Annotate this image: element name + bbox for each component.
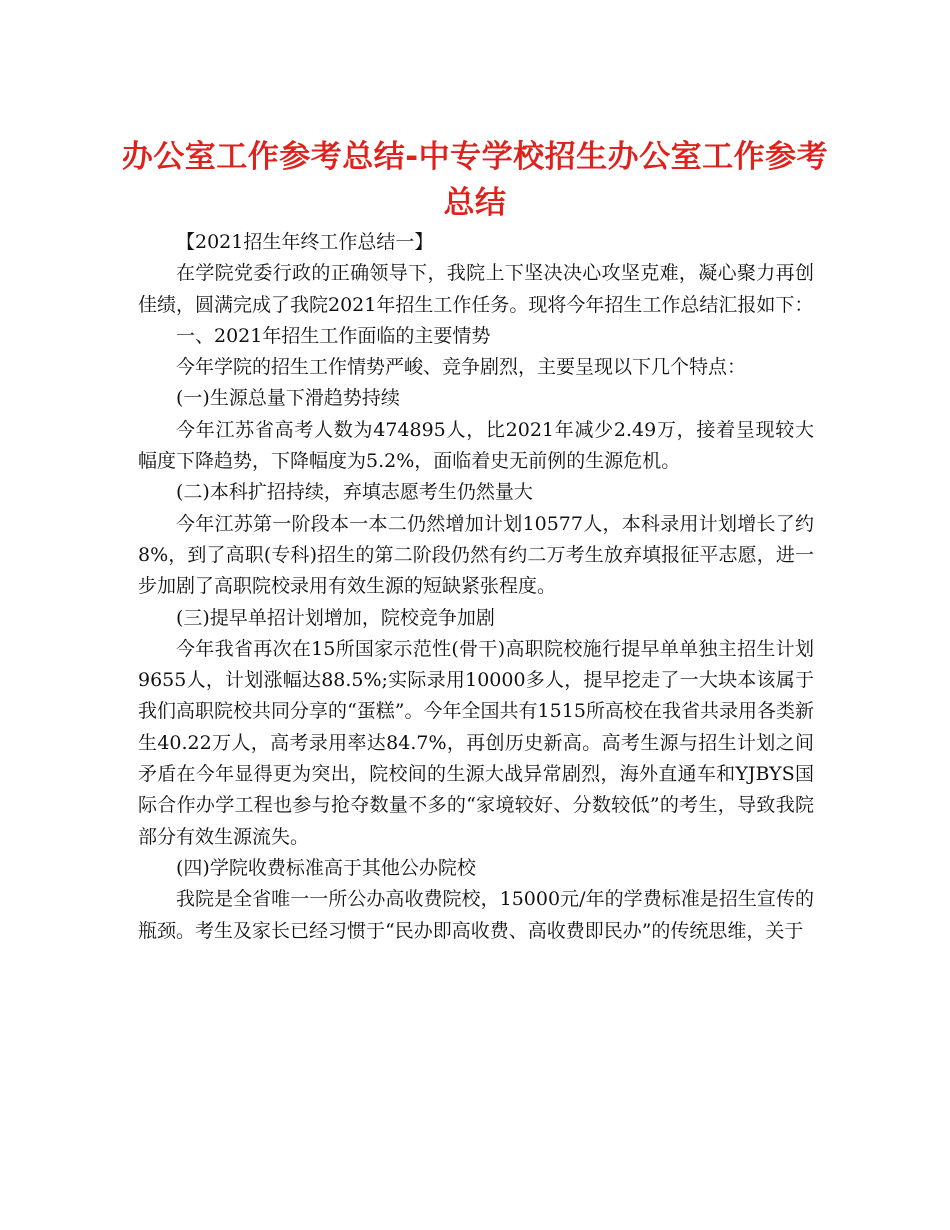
paragraph: 今年我省再次在15所国家示范性(骨干)高职院校施行提早单单独主招生计划9655人，计划涨幅达88.5%;实际录用10000多人，提早挖走了一大块本该属于我们高职院校共同分享的“蛋糕”。今年全国共有1515所高校在我省共录用各类新生40.22万人，高考录用率达84.7%，再创历史新高。高考生源与招生计划之间矛盾在今年显得更为突出，院校间的生源大战异常剧烈，海外直通车和YJBYS国际合作办学工程也参与抢夺数量不多的“家境较好、分数较低”的考生，导致我院部分有效生源流失。: [138, 637, 814, 848]
document-body: [138, 227, 814, 947]
paragraph: 今年江苏省高考人数为474895人，比2021年减少2.49万，接着呈现较大幅度下降趋势，下降幅度为5.2%，面临着史无前例的生源危机。: [138, 418, 814, 473]
paragraph: 在学院党委行政的正确领导下，我院上下坚决决心攻坚克难，凝心聚力再创佳绩，圆满完成了我院2021年招生工作任务。现将今年招生工作总结汇报如下：: [138, 262, 814, 316]
subsection-heading: (四)学院收费标准高于其他公办院校: [176, 856, 476, 879]
paragraph: 今年学院的招生工作情势严峻、竞争剧烈，主要呈现以下几个特点：: [176, 356, 747, 379]
paragraph: 今年江苏第一阶段本一本二仍然增加计划10577人，本科录用计划增长了约8%，到了高职(专科)招生的第二阶段仍然有约二万考生放弃填报征平志愿，进一步加剧了高职院校录用有效生源的短缺紧张程度。: [138, 512, 814, 598]
section-heading: 一、2021年招生工作面临的主要情势: [176, 324, 491, 347]
section-heading: 【2021招生年终工作总结一】: [176, 231, 434, 253]
paragraph: 我院是全省唯一一所公办高收费院校，15000元/年的学费标准是招生宣传的瓶颈。考生及家长已经习惯于“民办即高收费、高收费即民办”的传统思维，关于: [138, 888, 814, 942]
subsection-heading: (三)提早单招计划增加，院校竞争加剧: [176, 606, 495, 629]
document-title: 办公室工作参考总结-中专学校招生办公室工作参考总结: [121, 139, 829, 221]
subsection-heading: (一)生源总量下滑趋势持续: [176, 387, 400, 410]
subsection-heading: (二)本科扩招持续，弃填志愿考生仍然量大: [176, 481, 533, 504]
